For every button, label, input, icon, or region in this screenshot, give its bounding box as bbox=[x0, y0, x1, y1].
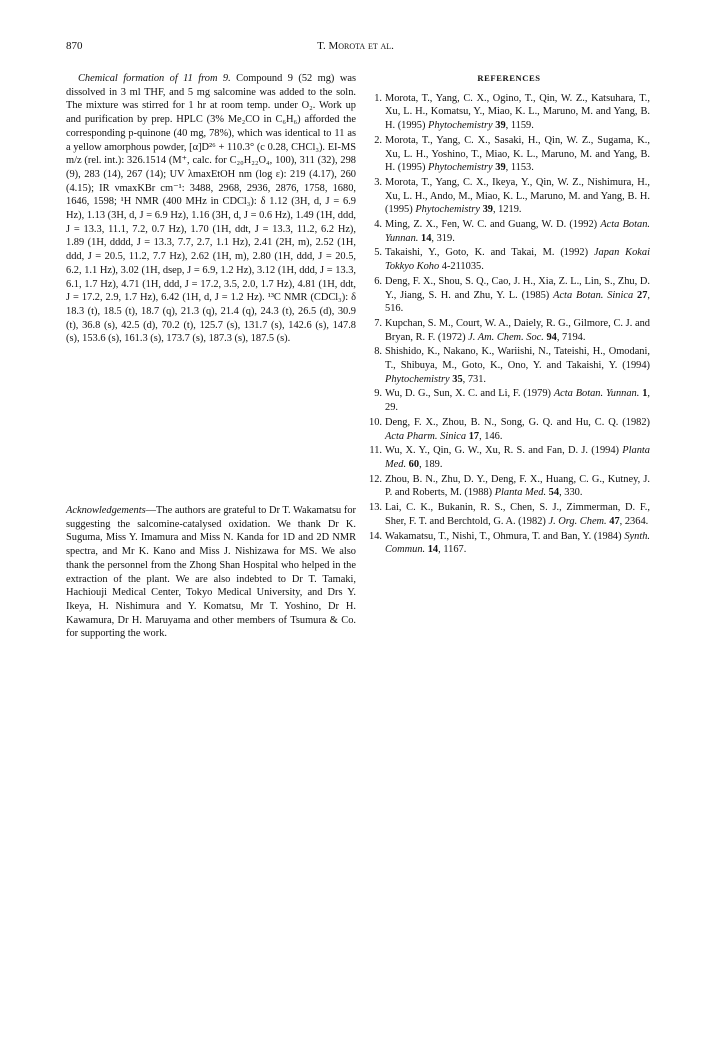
reference-authors: Morota, T., Yang, C. X., Sasaki, H., Qin, W. Z., Sugama, K., Xu, L. H., Yoshino, T., Miao, K. L., Maruno, M. and Yang, B. H. (1995) bbox=[385, 134, 650, 174]
reference-number: 9. bbox=[374, 388, 382, 400]
reference-journal: Acta Botan. Sinica bbox=[553, 289, 634, 301]
reference-pages: , 1167. bbox=[438, 544, 467, 556]
references-column bbox=[368, 72, 650, 558]
reference-journal: Acta Botan. Yunnan. bbox=[385, 219, 650, 244]
reference-pages: , 1219. bbox=[492, 204, 522, 216]
running-head: T. Morota et al. bbox=[317, 40, 394, 52]
reference-number: 3. bbox=[374, 176, 382, 188]
reference-authors: Deng, F. X., Shou, S. Q., Cao, J. H., Xia, Z. L., Lin, S., Zhu, D. Y., Jiang, S. H. and Zhu, Y. L. (1985) bbox=[385, 275, 650, 301]
reference-journal: Phytochemistry bbox=[415, 204, 480, 216]
reference-number: 14. bbox=[369, 530, 382, 542]
reference-authors: Shishido, K., Nakano, K., Wariishi, N., Tateishi, H., Omodani, T., Shibuya, M., Goto, K., Ono, Y. and Takaishi, Y. (1994) bbox=[385, 346, 650, 372]
reference-journal: J. Am. Chem. Soc. bbox=[468, 331, 544, 343]
reference-authors: Wakamatsu, T., Nishi, T., Ohmura, T. and Ban, Y. (1984) bbox=[385, 530, 625, 542]
reference-authors: Wu, D. G., Sun, X. C. and Li, F. (1979) bbox=[385, 388, 554, 400]
acknowledgements-heading: Acknowledgements bbox=[66, 505, 146, 517]
reference-volume: 39 bbox=[495, 162, 506, 174]
reference-journal: Planta Med. bbox=[385, 445, 650, 470]
reference-pages: , 319. bbox=[431, 232, 455, 244]
chemical-formation-body: Compound 9 (52 mg) was dissolved in 3 ml THF, and 5 mg salcomine was added to the soln. The mixture was stirred for 1 hr at room temp. under O₂. Work up and purification by prep. HPLC (3% Me₂CO in C₆H₆) afforded the corresponding p-quinone (40 mg, 78%), which was identical to 11 as a yellow amorphous powder, [α]D²⁶ + 110.3° (c 0.28, CHCl₃). EI-MS m/z (rel. int.): 326.1514 (M⁺, calc. for C₂₀H₂₂O₄, 100), 311 (32), 298 (9), 283 (14), 267 (14); UV λmaxEtOH nm (log ε): 219 (4.17), 260 (4.15); IR νmaxKBr cm⁻¹: 3488, 2968, 2936, 2876, 1758, 1680, 1646, 1598; ¹H NMR (400 MHz in CDCl₃): δ 1.12 (3H, d, J = 6.9 Hz), 1.13 (3H, d, J = 6.9 Hz), 1.16 (3H, d, J = 0.6 Hz), 1.49 (1H, ddd, J = 13.3, 11.1, 7.2, 0.7 Hz), 1.70 (1H, ddt, J = 13.3, 11.2, 6.2 Hz), 1.89 (1H, dddd, J = 13.3, 7.7, 2.7, 1.1 Hz), 2.41 (2H, m), 2.52 (1H, ddd, J = 20.5, 11.2, 7.7 Hz), 2.62 (1H, m), 2.80 (1H, ddd, J = 20.5, 6.2, 1.1 Hz), 3.02 (1H, dsep, J = 6.9, 1.2 Hz), 3.12 (1H, ddd, J = 13.3, 6.1, 1.7 Hz), 4.71 (1H, ddd, J = 17.2, 3.5, 2.0, 1.7 Hz), 4.81 (1H, ddt, J = 17.2, 2.9, 1.7 Hz), 6.42 (1H, d, J = 1.2 Hz). ¹³C NMR (CDCl₃): δ 18.3 (t), 18.5 (t), 18.7 (q), 21.3 (q), 21.4 (q), 24.3 (t), 26.5 (d), 30.9 (t), 36.8 (s), 42.5 (d), 70.2 (t), 125.7 (s), 131.7 (s), 142.6 (s), 147.8 (s), 153.6 (s), 161.3 (s), 173.7 (s), 187.3 (s), 187.5 (s). bbox=[66, 73, 356, 345]
reference-authors: Morota, T., Yang, C. X., Ogino, T., Qin, W. Z., Katsuhara, T., Xu, L. H., Komatsu, Y., Miao, K. L., Maruno, M. and Yang, B. H. (1995) bbox=[385, 92, 650, 132]
reference-volume: 39 bbox=[482, 204, 493, 216]
reference-authors: Takaishi, Y., Goto, K. and Takai, M. (1992) bbox=[385, 247, 594, 259]
reference-volume: 54 bbox=[548, 487, 560, 499]
reference-journal: Phytochemistry bbox=[428, 120, 493, 132]
reference-pages: , 189. bbox=[419, 458, 443, 470]
reference-number: 7. bbox=[374, 317, 382, 329]
reference-item bbox=[368, 501, 650, 528]
reference-number: 12. bbox=[369, 473, 382, 485]
reference-pages: , 146. bbox=[479, 430, 503, 442]
reference-pages: , 1159. bbox=[505, 120, 534, 132]
reference-number: 11. bbox=[369, 445, 382, 457]
reference-item bbox=[368, 134, 650, 175]
reference-journal: Acta Botan. Yunnan. bbox=[553, 388, 640, 400]
reference-number: 2. bbox=[374, 134, 382, 146]
reference-item bbox=[368, 444, 650, 471]
reference-authors: Morota, T., Yang, C. X., Ikeya, Y., Qin, W. Z., Nishimura, H., Xu, L. H., Ando, M., Miao, K. L., Maruno, M. and Yang, B. H. (1995) bbox=[385, 176, 650, 216]
reference-volume: 17 bbox=[468, 430, 480, 442]
reference-pages: , 29. bbox=[385, 388, 650, 414]
reference-item bbox=[368, 92, 650, 133]
reference-pages: 4-211035. bbox=[439, 261, 484, 273]
reference-number: 8. bbox=[374, 346, 382, 358]
references-title: REFERENCES bbox=[477, 73, 541, 83]
reference-number: 1. bbox=[374, 92, 382, 104]
reference-journal: Japan Kokai Tokkyo Koho bbox=[385, 247, 651, 273]
reference-journal: Acta Pharm. Sinica bbox=[385, 430, 467, 442]
reference-volume: 27 bbox=[637, 289, 648, 301]
reference-pages: , 330. bbox=[559, 487, 583, 499]
chemical-formation-paragraph bbox=[66, 72, 356, 346]
reference-item bbox=[368, 176, 650, 217]
page-number: 870 bbox=[66, 40, 83, 52]
reference-volume: 1 bbox=[642, 388, 648, 400]
acknowledgements-paragraph bbox=[66, 504, 356, 641]
reference-pages: , 731. bbox=[462, 373, 487, 385]
reference-item bbox=[368, 387, 650, 414]
reference-item bbox=[368, 416, 650, 443]
reference-authors: Zhou, B. N., Zhu, D. Y., Deng, F. X., Huang, C. G., Kutney, J. P. and Roberts, M. (1988) bbox=[385, 473, 650, 499]
reference-item bbox=[368, 275, 650, 316]
reference-authors: Deng, F. X., Zhou, B. N., Song, G. Q. and Hu, C. Q. (1982) bbox=[385, 416, 650, 428]
acknowledgements-body: —The authors are grateful to Dr T. Wakamatsu for suggesting the salcomine-catalysed oxidation. We thank Dr K. Suguma, Miss Y. Imamura and Miss N. Kanda for 1D and 2D NMR spectra, and Mr K. Kano and Miss J. Nishizawa for MS. We also thank the personnel from the Zhong Shan Hospital who helped in the extraction of the plant. We are also indebted to Dr T. Tamaki, Hachiouji Medical Center, Tokyo Medical University, and Drs Y. Ikeya, H. Nishimura and Y. Komatsu, Mr T. Yoshino, Dr H. Kawamura, Dr H. Maruyama and other members of Tsumura & Co. for supporting the work. bbox=[66, 505, 356, 640]
reference-pages: , 1153. bbox=[505, 162, 534, 174]
reference-volume: 14 bbox=[421, 232, 432, 244]
reference-item bbox=[368, 530, 650, 557]
reference-number: 4. bbox=[374, 219, 382, 231]
reference-volume: 94 bbox=[546, 331, 557, 343]
reference-item bbox=[368, 473, 650, 500]
reference-journal: Phytochemistry bbox=[385, 373, 450, 385]
reference-volume: 39 bbox=[495, 120, 506, 132]
reference-number: 6. bbox=[374, 275, 382, 287]
reference-journal: Planta Med. bbox=[494, 487, 547, 499]
reference-pages: , 7194. bbox=[556, 331, 586, 343]
reference-volume: 60 bbox=[408, 458, 420, 470]
reference-volume: 14 bbox=[427, 544, 439, 556]
reference-authors: Wu, X. Y., Qin, G. W., Xu, R. S. and Fan, D. J. (1994) bbox=[385, 445, 623, 457]
reference-number: 10. bbox=[369, 416, 382, 428]
reference-journal: Synth. Commun. bbox=[385, 530, 650, 556]
reference-authors: Lai, C. K., Bukanin, R. S., Chen, S. J., Zimmerman, D. F., Sher, F. T. and Berchtold, G. A. (1982) bbox=[385, 502, 650, 527]
reference-number: 13. bbox=[369, 502, 382, 514]
reference-volume: 35 bbox=[452, 373, 463, 385]
references-list bbox=[368, 92, 650, 557]
reference-item bbox=[368, 246, 650, 273]
reference-item bbox=[368, 317, 650, 344]
reference-pages: , 516. bbox=[385, 289, 650, 315]
chemical-formation-heading: Chemical formation of 11 from 9. bbox=[78, 73, 231, 84]
reference-journal: Phytochemistry bbox=[428, 162, 493, 174]
reference-volume: 47 bbox=[609, 515, 620, 527]
reference-number: 5. bbox=[374, 247, 382, 259]
reference-pages: , 2364. bbox=[619, 515, 649, 527]
reference-item bbox=[368, 345, 650, 386]
left-column bbox=[66, 72, 356, 641]
reference-authors: Ming, Z. X., Fen, W. C. and Guang, W. D. (1992) bbox=[385, 219, 601, 231]
reference-authors: Kupchan, S. M., Court, W. A., Daiely, R. G., Gilmore, C. J. and Bryan, R. F. (1972) bbox=[385, 317, 650, 343]
reference-item bbox=[368, 218, 650, 245]
reference-journal: J. Org. Chem. bbox=[548, 515, 607, 527]
